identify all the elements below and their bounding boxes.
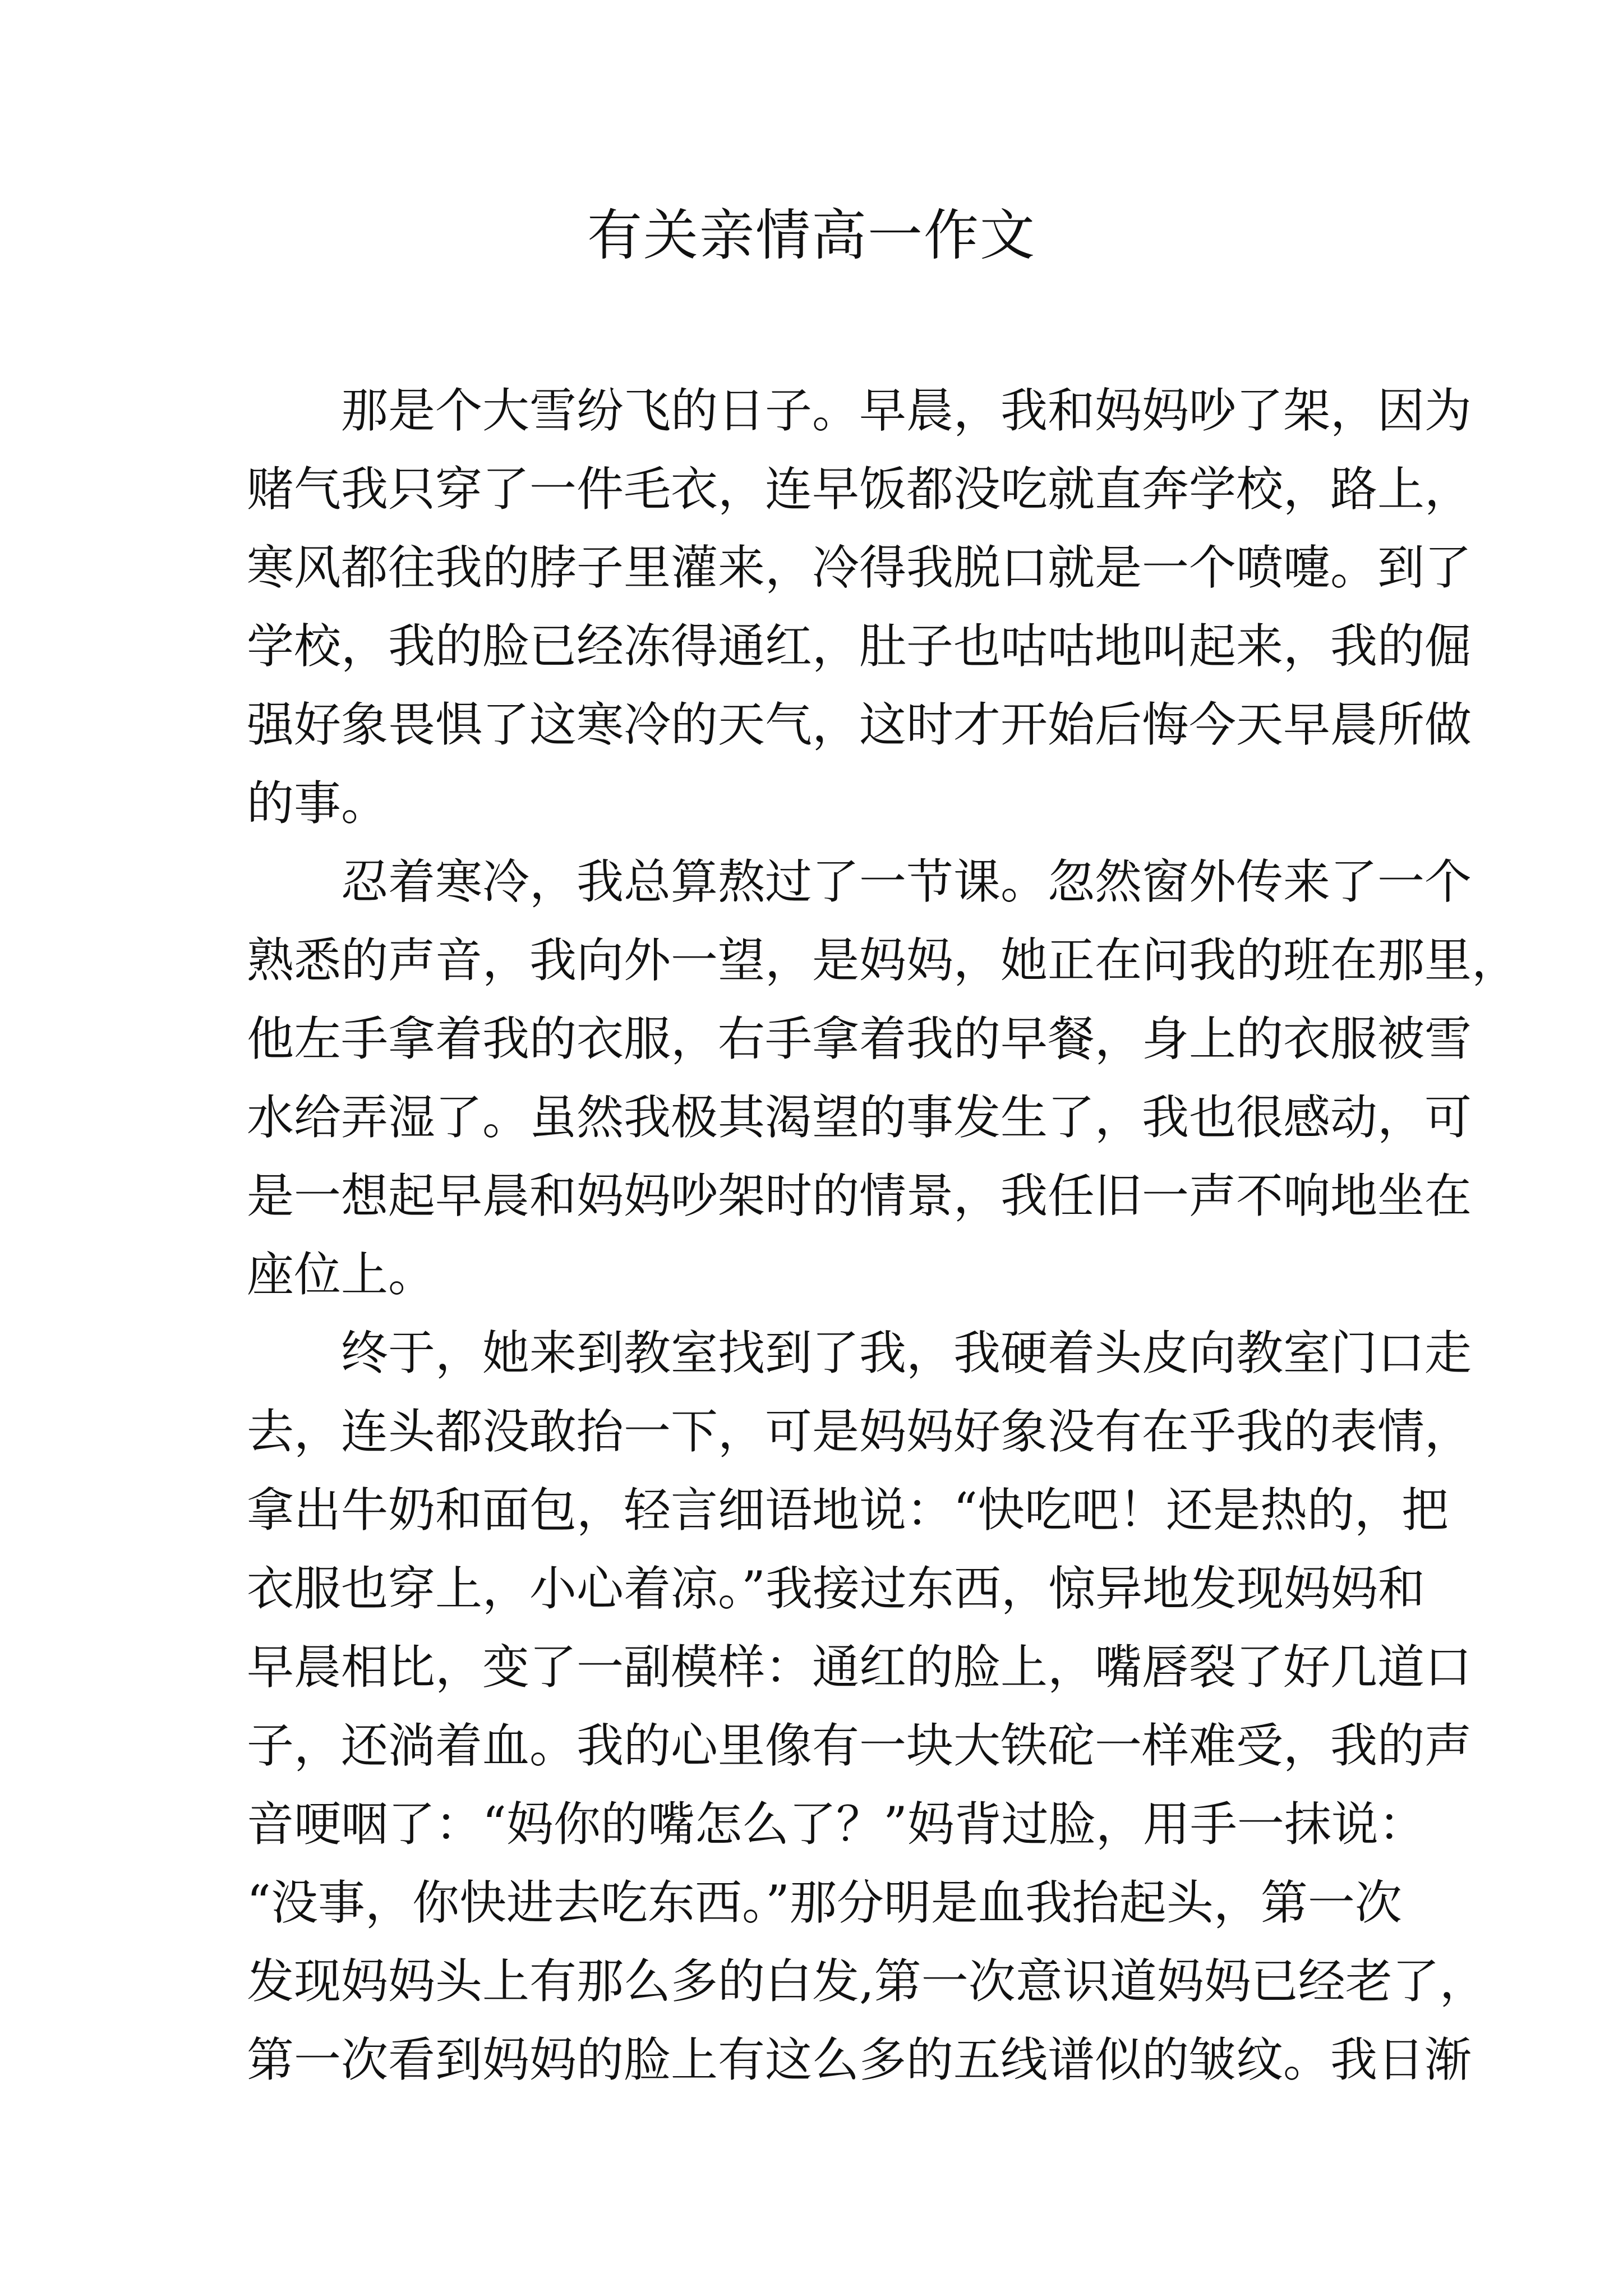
text-line: 那是个大雪纷飞的日子。早晨，我和妈妈吵了架，因为	[341, 383, 1472, 438]
text-line: 衣服也穿上，小心着凉。”我接过东西，惊异地发现妈妈和	[247, 1561, 1425, 1616]
document-title: 有关亲情高一作文	[587, 204, 1036, 268]
text-line: 是一想起早晨和妈妈吵架时的情景，我任旧一声不响地坐在	[247, 1168, 1472, 1223]
paragraph-2	[247, 843, 1519, 1314]
text-line: 的事。	[247, 776, 389, 831]
text-line: 他左手拿着我的衣服，右手拿着我的早餐，身上的衣服被雪	[247, 1011, 1472, 1066]
document-body	[247, 371, 1519, 2099]
text-line: 终于，她来到教室找到了我，我硬着头皮向教室门口走	[341, 1326, 1472, 1381]
text-line: 第一次看到妈妈的脸上有这么多的五线谱似的皱纹。我日渐	[247, 2032, 1472, 2087]
text-line: 拿出牛奶和面包，轻言细语地说：“快吃吧！还是热的，把	[247, 1483, 1449, 1538]
text-line: 座位上。	[247, 1247, 436, 1302]
text-line: 发现妈妈头上有那么多的白发,第一次意识道妈妈已经老了，	[247, 1954, 1487, 2009]
text-line: 强好象畏惧了这寒冷的天气，这时才开始后悔今天早晨所做	[247, 697, 1472, 752]
text-line: 去，连头都没敢抬一下，可是妈妈好象没有在乎我的表情，	[247, 1404, 1472, 1459]
text-line: 寒风都往我的脖子里灌来，冷得我脱口就是一个喷嚏。到了	[247, 540, 1472, 595]
text-line: 忍着寒冷，我总算熬过了一节课。忽然窗外传来了一个	[341, 854, 1472, 909]
text-line: 水给弄湿了。虽然我极其渴望的事发生了，我也很感动，可	[247, 1090, 1472, 1145]
paragraph-3	[247, 1314, 1487, 2099]
text-line: 早晨相比，变了一副模样：通红的脸上，嘴唇裂了好几道口	[247, 1640, 1472, 1695]
text-line: 赌气我只穿了一件毛衣，连早饭都没吃就直奔学校，路上，	[247, 462, 1472, 517]
text-line: “没事，你快进去吃东西。”那分明是血我抬起头，第一次	[247, 1875, 1402, 1930]
text-line: 子，还淌着血。我的心里像有一块大铁砣一样难受，我的声	[247, 1718, 1472, 1773]
paragraph-1	[247, 371, 1472, 843]
text-line: 熟悉的声音，我向外一望，是妈妈，她正在问我的班在那里，	[247, 933, 1519, 988]
text-line: 学校，我的脸已经冻得通红，肚子也咕咕地叫起来，我的倔	[247, 619, 1472, 674]
text-line: 音哽咽了：“妈你的嘴怎么了？”妈背过脸，用手一抹说：	[247, 1797, 1426, 1852]
